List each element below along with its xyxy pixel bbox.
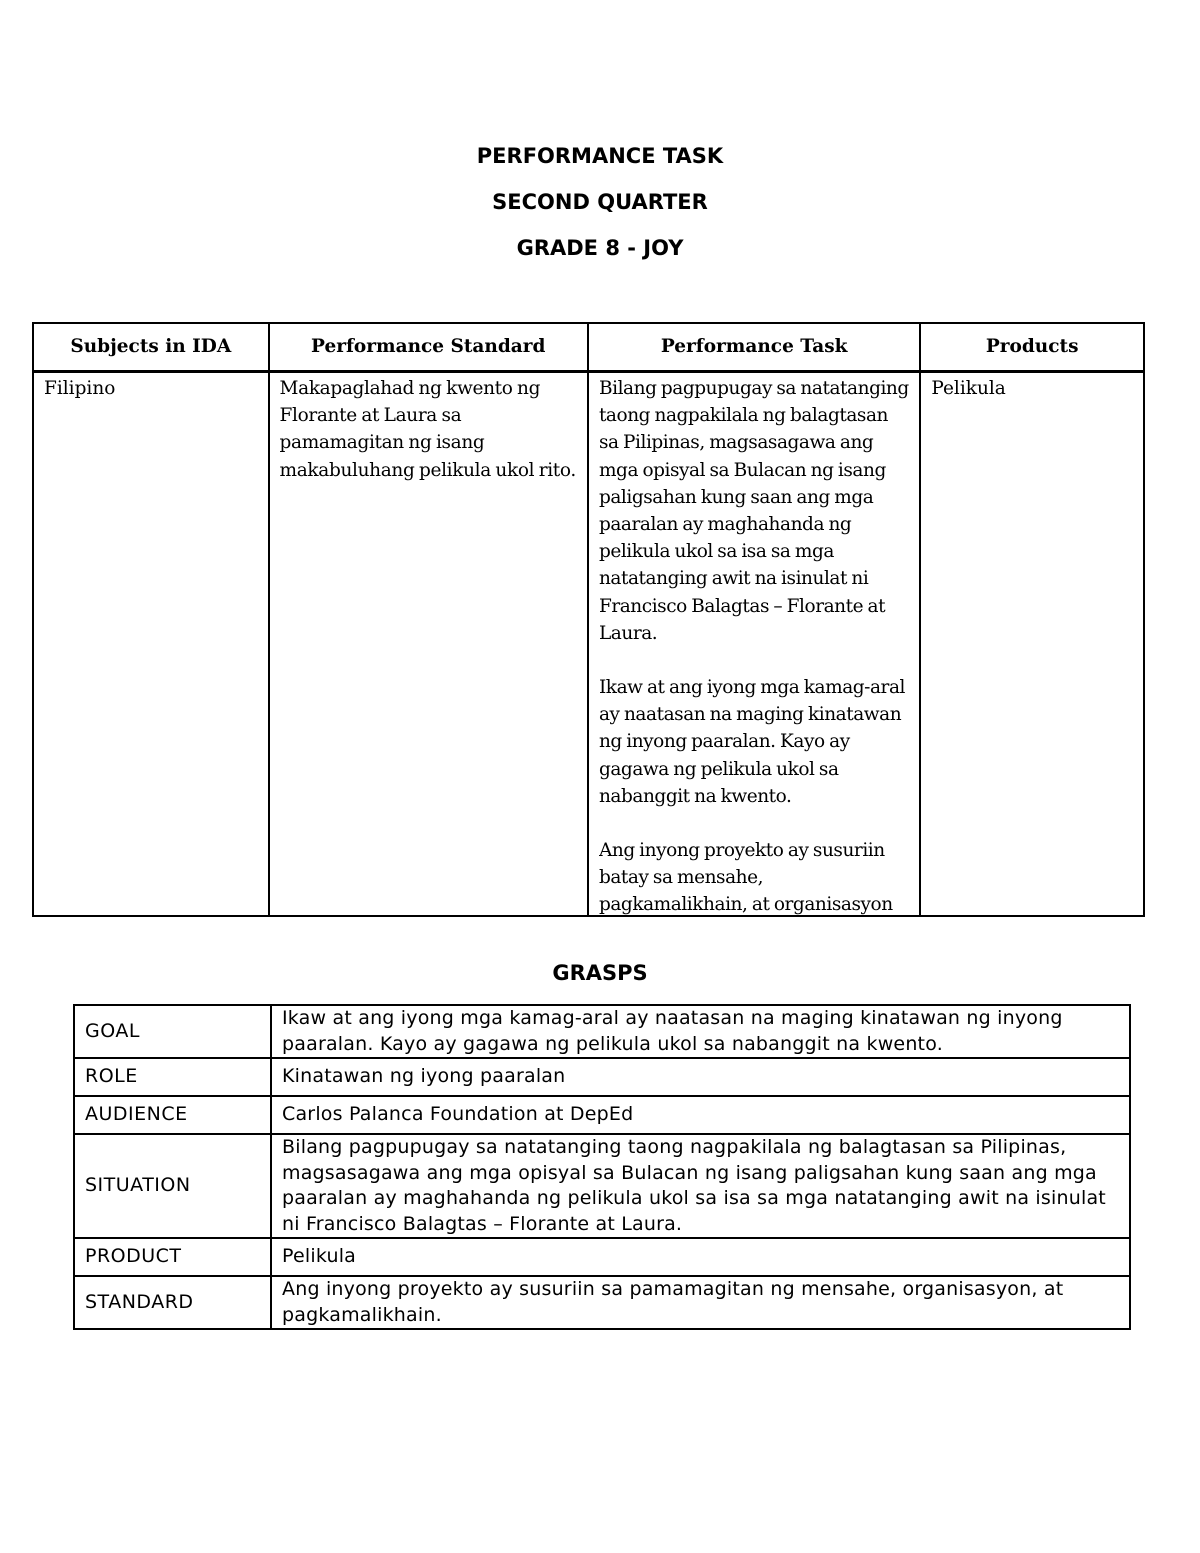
table-row [33,372,1144,917]
col-header-subjects: Subjects in IDA [33,323,269,372]
grasps-row-goal [74,1005,1130,1058]
grasps-label-role: ROLE [74,1058,271,1096]
col-header-standard: Performance Standard [269,323,588,372]
grasps-heading: GRASPS [552,961,648,985]
document-title-block [0,138,1200,276]
cell-task [588,372,920,917]
grasps-row-standard [74,1276,1130,1329]
grasps-label-standard: STANDARD [74,1276,271,1329]
cell-product: Pelikula [920,372,1144,917]
task-paragraph-3: Ang inyong proyekto ay susuriin batay sa mensahe, pagkamalikhain, at organisasyon [598,840,893,915]
grasps-label-goal: GOAL [74,1005,271,1058]
grasps-row-product [74,1238,1130,1276]
col-header-products: Products [920,323,1144,372]
grasps-value-standard: Ang inyong proyekto ay susuriin sa pamamagitan ng mensahe, organisasyon, at pagkamalikhain. [271,1276,1130,1329]
title-quarter: SECOND QUARTER [492,190,708,214]
grasps-value-audience: Carlos Palanca Foundation at DepEd [271,1096,1130,1134]
grasps-value-role: Kinatawan ng iyong paaralan [271,1058,1130,1096]
grasps-label-product: PRODUCT [74,1238,271,1276]
performance-task-table [32,322,1145,917]
task-paragraph-1: Bilang pagpupugay sa natatanging taong nagpakilala ng balagtasan sa Pilipinas, magsasagawa ang mga opisyal sa Bulacan ng isang paligsahan kung saan ang mga paaralan ay maghahanda ng pelikula ukol sa isa sa mga natatanging awit na isinulat ni Francisco Balagtas – Florante at Laura. [598,378,909,644]
task-paragraph-2: Ikaw at ang iyong mga kamag-aral ay naatasan na maging kinatawan ng inyong paaralan. Kayo ay gagawa ng pelikula ukol sa nabanggit na kwento. [598,677,905,807]
grasps-value-situation: Bilang pagpupugay sa natatanging taong nagpakilala ng balagtasan sa Pilipinas, magsasagawa ang mga opisyal sa Bulacan ng isang paligsahan kung saan ang mga paaralan ay maghahanda ng pelikula ukol sa isa sa mga natatanging awit na isinulat ni Francisco Balagtas – Florante at Laura. [271,1134,1130,1238]
standard-text: Makapaglahad ng kwento ng Florante at Laura sa pamamagitan ng isang makabuluhang pelikula ukol rito. [279,378,576,481]
col-header-task: Performance Task [588,323,920,372]
grasps-row-situation [74,1134,1130,1238]
grasps-table [73,1004,1131,1330]
cell-standard [269,372,588,917]
grasps-label-situation: SITUATION [74,1134,271,1238]
title-grade-section: GRADE 8 - JOY [516,236,684,260]
grasps-row-role [74,1058,1130,1096]
title-performance-task: PERFORMANCE TASK [476,144,724,168]
cell-subject: Filipino [33,372,269,917]
grasps-label-audience: AUDIENCE [74,1096,271,1134]
grasps-value-goal: Ikaw at ang iyong mga kamag-aral ay naatasan na maging kinatawan ng inyong paaralan. Kayo ay gagawa ng pelikula ukol sa nabanggit na kwento. [271,1005,1130,1058]
grasps-row-audience [74,1096,1130,1134]
grasps-value-product: Pelikula [271,1238,1130,1276]
table-header-row [33,323,1144,372]
